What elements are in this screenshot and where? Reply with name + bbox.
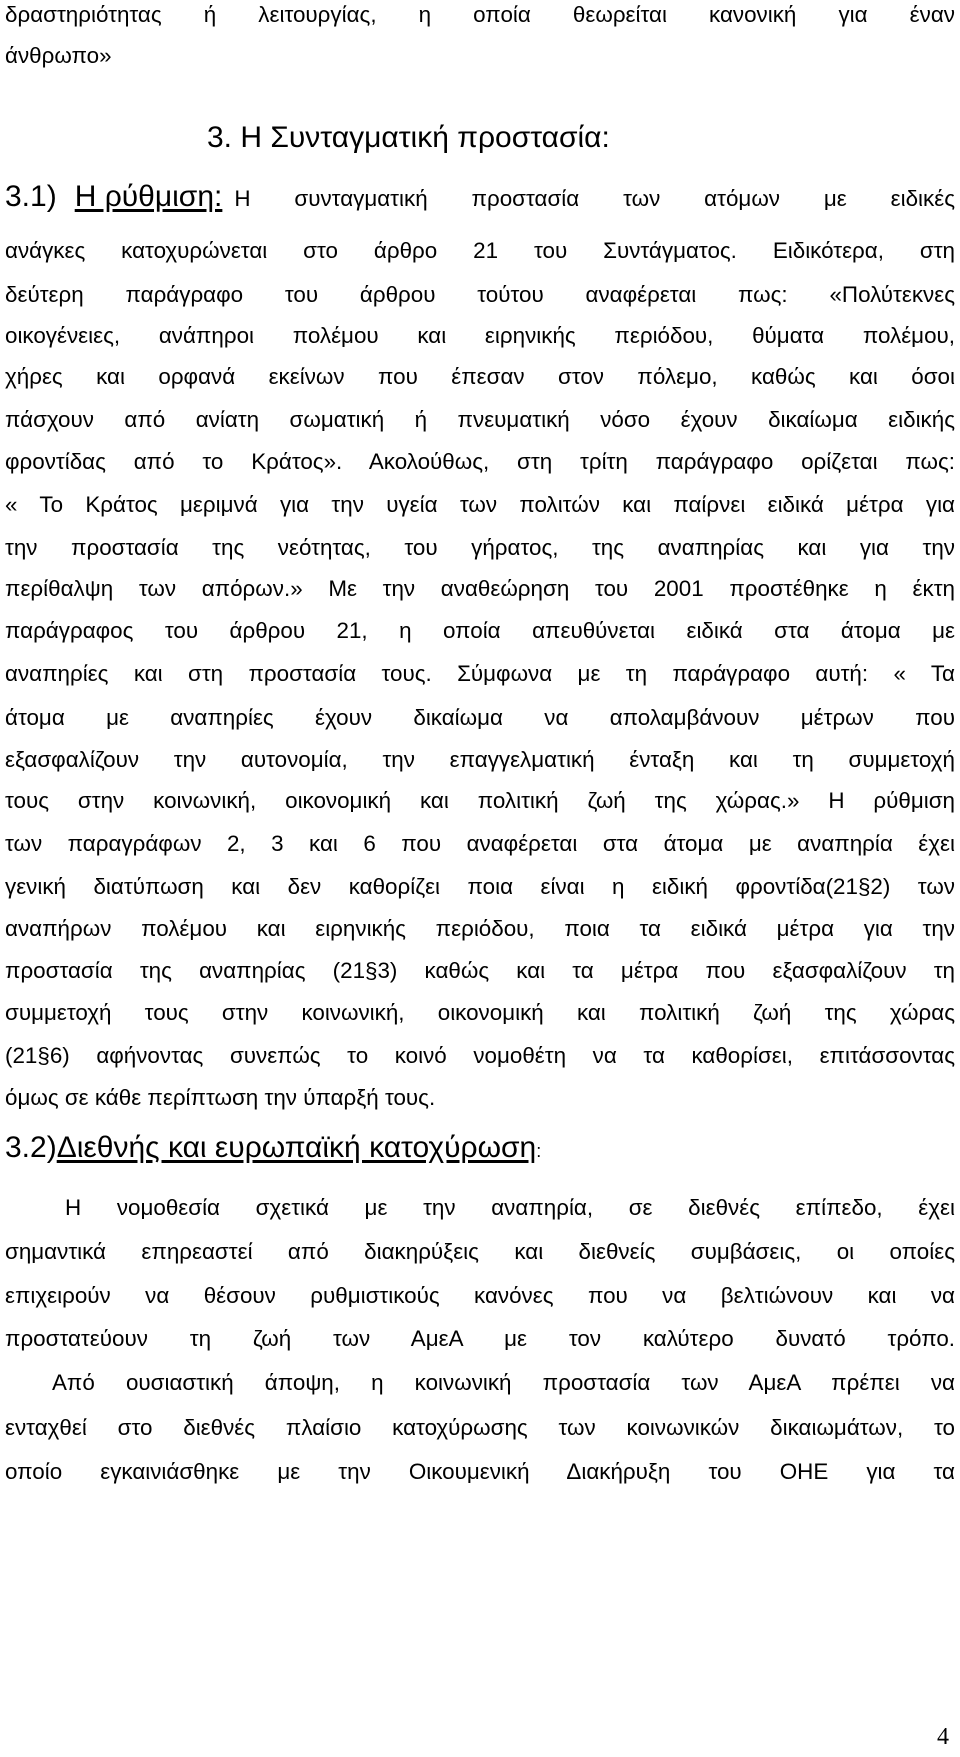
paragraph-line: άτομα με αναπηρίες έχουν δικαίωμα να απολαμβάνουν μέτρων που: [5, 705, 955, 730]
paragraph-line: προστασία της αναπηρίας (21§3) καθώς και τα μέτρα που εξασφαλίζουν τη: [5, 958, 955, 983]
paragraph-line: αναπήρων πολέμου και ειρηνικής περιόδου, ποια τα ειδικά μέτρα για την: [5, 916, 955, 941]
paragraph-line: παράγραφος του άρθρου 21, η οποία απευθύνεται ειδικά στα άτομα με: [5, 618, 955, 643]
paragraph-line: προστατεύουν τη ζωή των ΑμεΑ με τον καλύτερο δυνατό τρόπο.: [5, 1326, 955, 1351]
paragraph-line: τους στην κοινωνική, οικονομική και πολιτική ζωή της χώρας.» Η ρύθμιση: [5, 788, 955, 813]
paragraph-line: φροντίδας από το Κράτος». Ακολούθως, στη τρίτη παράγραφο ορίζεται πως:: [5, 449, 955, 474]
paragraph-line: την προστασία της νεότητας, του γήρατος, της αναπηρίας και για την: [5, 535, 955, 560]
paragraph-line: σημαντικά επηρεαστεί από διακηρύξεις και διεθνείς συμβάσεις, οι οποίες: [5, 1239, 955, 1264]
paragraph-line: όμως σε κάθε περίπτωση την ύπαρξή τους.: [5, 1085, 436, 1110]
paragraph-line: Από ουσιαστική άποψη, η κοινωνική προστασία των ΑμεΑ πρέπει να: [52, 1370, 955, 1395]
paragraph-line: ανάγκες κατοχυρώνεται στο άρθρο 21 του Συντάγματος. Ειδικότερα, στη: [5, 238, 955, 263]
paragraph-line: επιχειρούν να θέσουν ρυθμιστικούς κανόνες που να βελτιώνουν και να: [5, 1283, 955, 1308]
paragraph-line: Η νομοθεσία σχετικά με την αναπηρία, σε διεθνές επίπεδο, έχει: [65, 1195, 955, 1220]
section-heading: 3. Η Συνταγματική προστασία:: [207, 121, 610, 154]
subsection-2-heading: [5, 1131, 541, 1165]
subsection-2-colon: :: [536, 1141, 542, 1161]
subsection-1-number: 3.1): [5, 180, 57, 213]
paragraph-line: (21§6) αφήνοντας συνεπώς το κοινό νομοθέτη να τα καθορίσει, επιτάσσοντας: [5, 1043, 955, 1068]
subsection-2-title: Διεθνής και ευρωπαϊκή κατοχύρωση: [56, 1131, 537, 1164]
paragraph-line: οικογένειες, ανάπηροι πολέμου και ειρηνικής περιόδου, θύματα πολέμου,: [5, 323, 955, 348]
paragraph-line: χήρες και ορφανά εκείνων που έπεσαν στον πόλεμο, καθώς και όσοι: [5, 364, 955, 389]
paragraph-line: οποίο εγκαινιάσθηκε με την Οικουμενική Διακήρυξη του ΟΗΕ για τα: [5, 1459, 955, 1484]
page-number: 4: [937, 1724, 949, 1750]
subsection-1-first-line-text: Η συνταγματική προστασία των ατόμων με ειδικές: [234, 186, 955, 211]
paragraph-line: εξασφαλίζουν την αυτονομία, την επαγγελματική ένταξη και τη συμμετοχή: [5, 747, 955, 772]
paragraph-line: δεύτερη παράγραφο του άρθρου τούτου αναφέρεται πως: «Πολύτεκνες: [5, 282, 955, 307]
paragraph-line: συμμετοχή τους στην κοινωνική, οικονομική και πολιτική ζωή της χώρας: [5, 1000, 955, 1025]
paragraph-line: των παραγράφων 2, 3 και 6 που αναφέρεται στα άτομα με αναπηρία έχει: [5, 831, 955, 856]
paragraph-line: αναπηρίες και στη προστασία τους. Σύμφωνα με τη παράγραφο αυτή: « Τα: [5, 661, 955, 686]
paragraph-line: « Το Κράτος μεριμνά για την υγεία των πολιτών και παίρνει ειδικά μέτρα για: [5, 492, 955, 517]
subsection-1-first-line: [5, 182, 955, 212]
paragraph-line: δραστηριότητας ή λειτουργίας, η οποία θεωρείται κανονική για έναν: [5, 2, 955, 27]
paragraph-line: περίθαλψη των απόρων.» Με την αναθεώρηση του 2001 προστέθηκε η έκτη: [5, 576, 955, 601]
paragraph-line: γενική διατύπωση και δεν καθορίζει ποια είναι η ειδική φροντίδα(21§2) των: [5, 874, 955, 899]
subsection-1-title: Η ρύθμιση:: [74, 180, 223, 213]
paragraph-line: πάσχουν από ανίατη σωματική ή πνευματική νόσο έχουν δικαίωμα ειδικής: [5, 407, 955, 432]
subsection-2-number: 3.2): [5, 1131, 57, 1164]
paragraph-line: ενταχθεί στο διεθνές πλαίσιο κατοχύρωσης των κοινωνικών δικαιωμάτων, το: [5, 1415, 955, 1440]
paragraph-line: άνθρωπο»: [5, 43, 112, 68]
